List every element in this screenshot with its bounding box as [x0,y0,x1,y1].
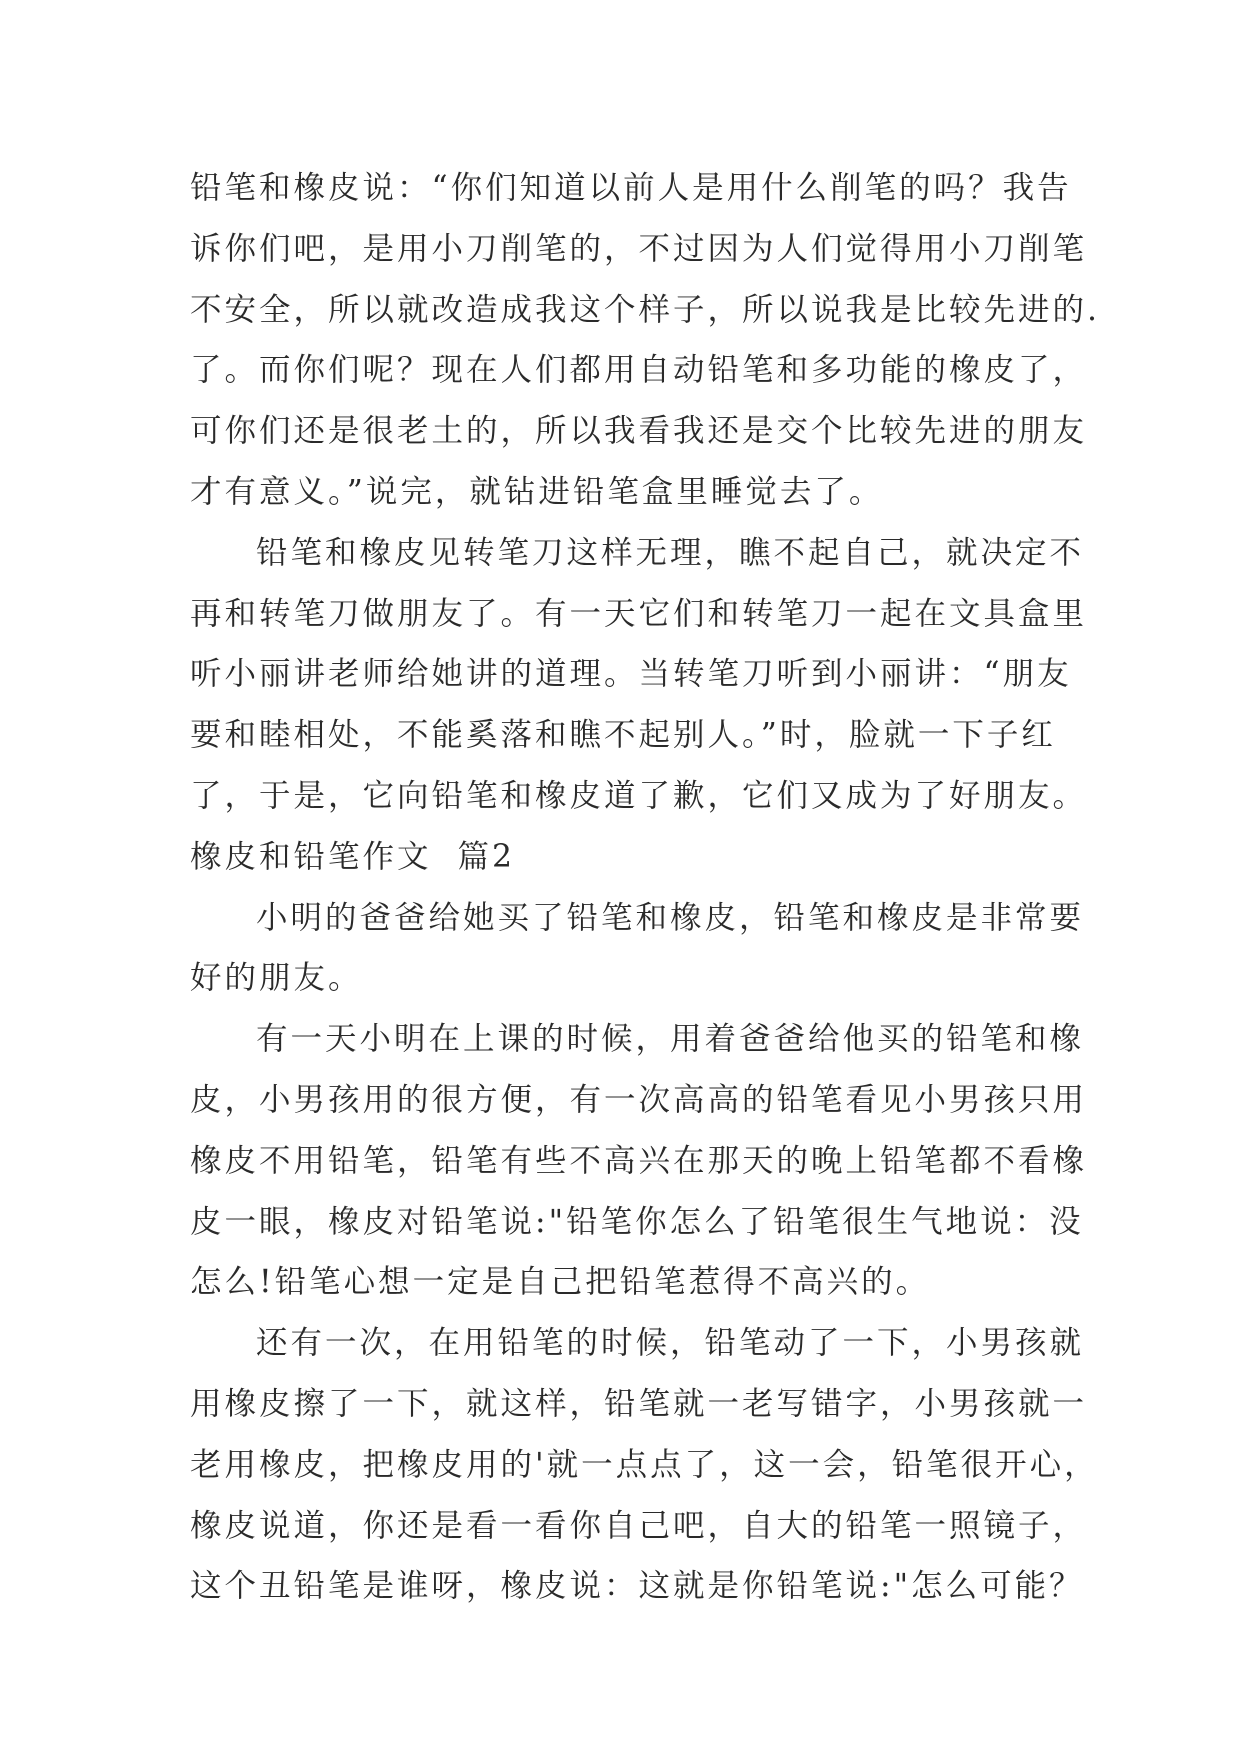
text-line: 皮一眼，橡皮对铅笔说:"铅笔你怎么了铅笔很生气地说：没 [190,1203,1084,1240]
text-line: 橡皮不用铅笔，铅笔有些不高兴在那天的晚上铅笔都不看橡 [190,1142,1088,1179]
text-line: 橡皮说道，你还是看一看你自己吧，自大的铅笔一照镜子， [190,1507,1088,1544]
text-line: 要和睦相处，不能奚落和瞧不起别人。”时，脸就一下子红 [190,717,1056,754]
text-line: 了，于是，它向铅笔和橡皮道了歉，它们又成为了好朋友。 [190,777,1088,814]
text-line: 铅笔和橡皮说：“你们知道以前人是用什么削笔的吗？我告 [190,170,1072,206]
text-line: 不安全，所以就改造成我这个样子，所以说我是比较先进的. [190,291,1101,328]
text-line: 怎么!铅笔心想一定是自己把铅笔惹得不高兴的。 [190,1264,931,1301]
text-line: 老用橡皮，把橡皮用的'就一点点了，这一会，铅笔很开心， [190,1446,1099,1483]
paragraph-start-line: 铅笔和橡皮见转笔刀这样无理，瞧不起自己，就决定不 [256,534,1085,571]
text-line: 才有意义。”说完，就钻进铅笔盒里睡觉去了。 [190,473,884,510]
paragraph-start-line: 还有一次，在用铅笔的时候，铅笔动了一下，小男孩就 [256,1325,1085,1362]
essay-text [190,158,1101,1617]
section-heading: 橡皮和铅笔作文 篇2 [190,838,516,875]
paragraph-start-line: 有一天小明在上课的时候，用着爸爸给他买的铅笔和橡 [256,1021,1085,1058]
text-line: 这个丑铅笔是谁呀，橡皮说：这就是你铅笔说:"怎么可能？ [190,1568,1084,1605]
text-line: 皮，小男孩用的很方便，有一次高高的铅笔看见小男孩只用 [190,1081,1088,1118]
text-line: 好的朋友。 [190,960,363,997]
text-line: 再和转笔刀做朋友了。有一天它们和转笔刀一起在文具盒里 [190,595,1088,632]
text-line: 了。而你们呢？现在人们都用自动铅笔和多功能的橡皮了， [190,352,1088,389]
text-line: 听小丽讲老师给她讲的道理。当转笔刀听到小丽讲：“朋友 [190,656,1072,693]
text-line: 用橡皮擦了一下，就这样，铅笔就一老写错字，小男孩就一 [190,1385,1088,1422]
paragraph-start-line: 小明的爸爸给她买了铅笔和橡皮，铅笔和橡皮是非常要 [256,899,1085,936]
text-line: 诉你们吧，是用小刀削笔的，不过因为人们觉得用小刀削笔 [190,230,1088,267]
text-line: 可你们还是很老土的，所以我看我还是交个比较先进的朋友 [190,413,1088,450]
